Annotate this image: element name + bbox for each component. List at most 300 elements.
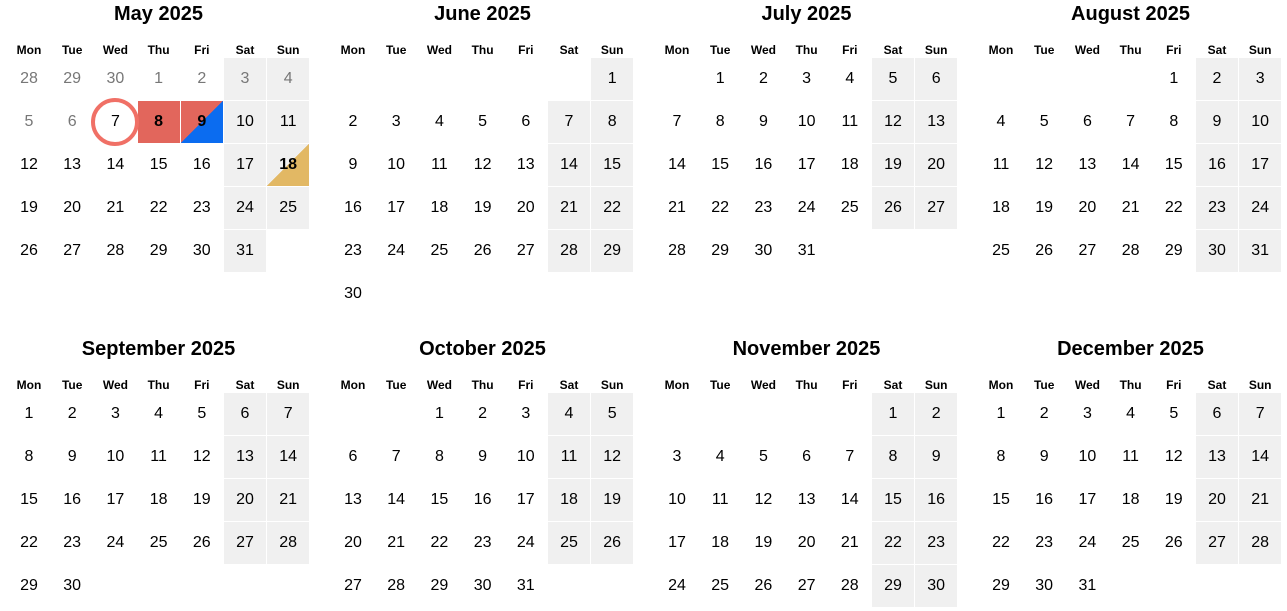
day-cell[interactable] — [332, 144, 374, 186]
day-number: 15 — [1164, 156, 1183, 173]
day-cell[interactable] — [591, 479, 633, 521]
day-cell[interactable] — [1239, 144, 1281, 186]
day-number: 13 — [1208, 448, 1226, 465]
day-cell[interactable] — [980, 101, 1022, 143]
day-cell[interactable] — [1196, 522, 1238, 564]
day-cell[interactable] — [742, 187, 784, 229]
day-cell[interactable] — [1110, 101, 1152, 143]
day-number: 30 — [192, 242, 211, 259]
day-cell[interactable] — [980, 393, 1022, 435]
day-cell[interactable] — [1196, 436, 1238, 478]
day-cell[interactable] — [94, 58, 136, 100]
day-cell[interactable] — [418, 101, 460, 143]
day-cell[interactable] — [980, 479, 1022, 521]
day-number: 6 — [1212, 405, 1222, 422]
day-cell[interactable] — [980, 144, 1022, 186]
day-cell[interactable] — [548, 393, 590, 435]
day-cell[interactable] — [1110, 393, 1152, 435]
day-cell[interactable] — [138, 436, 180, 478]
day-cell[interactable] — [8, 479, 50, 521]
day-cell[interactable] — [1153, 436, 1195, 478]
day-number: 8 — [715, 113, 725, 130]
day-cell[interactable] — [742, 479, 784, 521]
day-number: 29 — [430, 577, 449, 594]
day-cell[interactable] — [505, 522, 547, 564]
day-cell[interactable] — [94, 436, 136, 478]
day-cell[interactable] — [375, 101, 417, 143]
day-cell[interactable] — [786, 230, 828, 272]
day-cell[interactable] — [224, 187, 266, 229]
day-cell[interactable] — [138, 187, 180, 229]
day-cell[interactable] — [656, 565, 698, 607]
day-number: 29 — [711, 242, 730, 259]
day-cell[interactable] — [915, 436, 957, 478]
day-cell[interactable] — [1023, 144, 1065, 186]
day-cell[interactable] — [591, 58, 633, 100]
day-cell[interactable] — [915, 522, 957, 564]
day-number: 11 — [992, 156, 1010, 173]
day-cell[interactable] — [786, 479, 828, 521]
day-cell[interactable] — [591, 522, 633, 564]
day-cell[interactable] — [1239, 101, 1281, 143]
day-number: 23 — [344, 242, 362, 259]
day-cell[interactable] — [332, 565, 374, 607]
day-cell[interactable] — [872, 101, 914, 143]
day-cell[interactable] — [8, 58, 50, 100]
day-cell[interactable] — [915, 144, 957, 186]
day-cell[interactable] — [591, 436, 633, 478]
day-cell-event[interactable] — [138, 101, 180, 143]
weekday-header: Fri — [1166, 378, 1182, 392]
day-cell[interactable] — [699, 58, 741, 100]
day-number: 17 — [387, 199, 406, 216]
day-number: 22 — [1164, 199, 1183, 216]
day-cell[interactable] — [418, 187, 460, 229]
day-cell[interactable] — [138, 522, 180, 564]
day-cell[interactable] — [1239, 393, 1281, 435]
day-cell[interactable] — [51, 58, 93, 100]
day-cell[interactable] — [418, 230, 460, 272]
day-cell[interactable] — [224, 393, 266, 435]
day-cell[interactable] — [699, 436, 741, 478]
day-cell[interactable] — [872, 565, 914, 607]
day-number: 18 — [560, 491, 578, 508]
day-cell[interactable] — [462, 393, 504, 435]
day-cell[interactable] — [332, 230, 374, 272]
day-cell[interactable] — [1239, 230, 1281, 272]
day-cell[interactable] — [1066, 565, 1108, 607]
day-cell[interactable] — [181, 58, 223, 100]
month-title: August 2025 — [1071, 3, 1190, 25]
day-cell[interactable] — [267, 479, 309, 521]
day-cell[interactable] — [1239, 436, 1281, 478]
day-cell[interactable] — [332, 522, 374, 564]
day-cell[interactable] — [1066, 144, 1108, 186]
day-cell[interactable] — [1196, 58, 1238, 100]
day-cell[interactable] — [181, 393, 223, 435]
day-cell[interactable] — [8, 393, 50, 435]
day-cell[interactable] — [1023, 565, 1065, 607]
day-cell[interactable] — [656, 522, 698, 564]
day-cell[interactable] — [51, 230, 93, 272]
day-cell[interactable] — [915, 101, 957, 143]
day-cell[interactable] — [181, 522, 223, 564]
day-cell[interactable] — [548, 144, 590, 186]
day-cell[interactable] — [786, 58, 828, 100]
weekday-header: Thu — [147, 378, 170, 392]
day-cell[interactable] — [181, 187, 223, 229]
day-cell[interactable] — [548, 436, 590, 478]
day-cell[interactable] — [375, 144, 417, 186]
day-cell[interactable] — [1066, 479, 1108, 521]
day-cell-event[interactable] — [267, 144, 309, 186]
day-number: 10 — [236, 113, 254, 130]
day-cell[interactable] — [332, 273, 374, 315]
day-cell[interactable] — [267, 58, 309, 100]
day-cell[interactable] — [181, 144, 223, 186]
day-number: 19 — [473, 199, 492, 216]
day-cell[interactable] — [418, 479, 460, 521]
day-cell[interactable] — [548, 187, 590, 229]
day-cell[interactable] — [656, 436, 698, 478]
day-number: 10 — [106, 448, 125, 465]
day-cell[interactable] — [699, 479, 741, 521]
day-cell[interactable] — [1196, 101, 1238, 143]
day-cell[interactable] — [94, 144, 136, 186]
month-august — [980, 0, 1281, 276]
day-cell[interactable] — [742, 144, 784, 186]
day-cell[interactable] — [829, 187, 871, 229]
day-number: 29 — [884, 577, 902, 594]
weekday-header: Fri — [1166, 43, 1182, 57]
day-cell[interactable] — [591, 187, 633, 229]
day-number: 4 — [154, 405, 164, 422]
day-cell[interactable] — [138, 230, 180, 272]
day-cell[interactable] — [1066, 230, 1108, 272]
day-cell[interactable] — [224, 479, 266, 521]
day-cell[interactable] — [1066, 436, 1108, 478]
day-cell[interactable] — [829, 101, 871, 143]
day-cell[interactable] — [505, 230, 547, 272]
day-cell[interactable] — [829, 58, 871, 100]
day-number: 1 — [434, 405, 444, 422]
day-number: 14 — [279, 448, 298, 465]
day-cell[interactable] — [1110, 522, 1152, 564]
day-cell[interactable] — [742, 522, 784, 564]
day-cell[interactable] — [138, 479, 180, 521]
day-cell[interactable] — [548, 101, 590, 143]
day-cell[interactable] — [915, 393, 957, 435]
day-number: 9 — [1212, 113, 1222, 130]
day-cell[interactable] — [462, 230, 504, 272]
day-cell[interactable] — [786, 436, 828, 478]
day-cell[interactable] — [224, 101, 266, 143]
day-cell[interactable] — [656, 101, 698, 143]
day-cell[interactable] — [505, 393, 547, 435]
day-cell[interactable] — [8, 144, 50, 186]
day-cell[interactable] — [980, 230, 1022, 272]
day-cell[interactable] — [872, 144, 914, 186]
day-cell[interactable] — [742, 565, 784, 607]
day-cell[interactable] — [462, 436, 504, 478]
day-number: 12 — [192, 448, 211, 465]
weekday-header: Wed — [1074, 378, 1100, 392]
day-cell[interactable] — [915, 479, 957, 521]
day-cell[interactable] — [267, 101, 309, 143]
day-cell[interactable] — [829, 436, 871, 478]
day-cell[interactable] — [8, 101, 50, 143]
day-cell[interactable] — [872, 436, 914, 478]
day-cell[interactable] — [8, 565, 50, 607]
day-cell[interactable] — [699, 522, 741, 564]
day-cell[interactable] — [591, 393, 633, 435]
day-cell[interactable] — [418, 522, 460, 564]
weekday-header: Thu — [471, 43, 494, 57]
day-cell[interactable] — [829, 144, 871, 186]
day-cell[interactable] — [267, 436, 309, 478]
day-cell[interactable] — [591, 230, 633, 272]
day-cell[interactable] — [505, 187, 547, 229]
day-number: 11 — [279, 113, 297, 130]
day-cell[interactable] — [1023, 187, 1065, 229]
day-cell[interactable] — [1110, 436, 1152, 478]
day-cell[interactable] — [1153, 58, 1195, 100]
day-cell[interactable] — [1196, 479, 1238, 521]
day-cell[interactable] — [8, 522, 50, 564]
day-cell[interactable] — [872, 522, 914, 564]
day-cell[interactable] — [699, 187, 741, 229]
day-cell[interactable] — [8, 187, 50, 229]
day-cell[interactable] — [1066, 101, 1108, 143]
day-cell[interactable] — [786, 522, 828, 564]
day-cell[interactable] — [138, 393, 180, 435]
day-cell[interactable] — [1239, 479, 1281, 521]
day-cell[interactable] — [980, 565, 1022, 607]
weekday-header: Sat — [883, 43, 903, 57]
day-cell[interactable] — [224, 58, 266, 100]
day-cell[interactable] — [1023, 101, 1065, 143]
day-cell[interactable] — [181, 436, 223, 478]
day-cell[interactable] — [1153, 187, 1195, 229]
day-cell[interactable] — [138, 58, 180, 100]
day-cell[interactable] — [1110, 230, 1152, 272]
day-cell[interactable] — [94, 230, 136, 272]
day-cell[interactable] — [1196, 230, 1238, 272]
day-cell[interactable] — [418, 565, 460, 607]
day-cell[interactable] — [8, 230, 50, 272]
day-number: 28 — [387, 577, 406, 594]
day-cell[interactable] — [1153, 101, 1195, 143]
day-cell[interactable] — [181, 479, 223, 521]
day-cell[interactable] — [786, 565, 828, 607]
day-cell[interactable] — [375, 565, 417, 607]
day-number: 3 — [1255, 70, 1265, 87]
day-cell[interactable] — [51, 436, 93, 478]
day-cell[interactable] — [267, 187, 309, 229]
day-cell[interactable] — [462, 479, 504, 521]
day-cell[interactable] — [1239, 58, 1281, 100]
day-cell[interactable] — [1023, 393, 1065, 435]
day-cell[interactable] — [375, 479, 417, 521]
day-cell[interactable] — [1023, 436, 1065, 478]
day-cell[interactable] — [915, 187, 957, 229]
day-number: 25 — [711, 577, 730, 594]
day-cell[interactable] — [505, 479, 547, 521]
day-cell[interactable] — [591, 144, 633, 186]
day-cell[interactable] — [548, 479, 590, 521]
day-cell[interactable] — [786, 187, 828, 229]
day-cell[interactable] — [786, 101, 828, 143]
day-cell-event[interactable] — [181, 101, 223, 143]
day-number: 1 — [996, 405, 1006, 422]
day-cell[interactable] — [51, 101, 93, 143]
day-cell[interactable] — [1153, 479, 1195, 521]
day-number: 24 — [1078, 534, 1097, 551]
day-cell[interactable] — [548, 522, 590, 564]
day-cell[interactable] — [699, 101, 741, 143]
day-cell[interactable] — [1196, 144, 1238, 186]
day-cell[interactable] — [699, 230, 741, 272]
day-cell[interactable] — [375, 187, 417, 229]
day-cell[interactable] — [94, 393, 136, 435]
day-number: 27 — [927, 199, 946, 216]
day-cell[interactable] — [699, 144, 741, 186]
day-cell[interactable] — [1239, 522, 1281, 564]
day-cell[interactable] — [505, 565, 547, 607]
day-cell[interactable] — [872, 58, 914, 100]
day-cell[interactable] — [656, 479, 698, 521]
day-cell[interactable] — [51, 393, 93, 435]
day-number: 27 — [236, 534, 254, 551]
day-cell[interactable] — [375, 522, 417, 564]
day-cell[interactable] — [462, 187, 504, 229]
day-cell[interactable] — [94, 187, 136, 229]
day-cell[interactable] — [505, 144, 547, 186]
day-cell[interactable] — [915, 58, 957, 100]
day-cell[interactable] — [224, 436, 266, 478]
day-cell[interactable] — [418, 436, 460, 478]
day-number: 29 — [20, 577, 38, 594]
day-cell[interactable] — [548, 230, 590, 272]
day-cell[interactable] — [1023, 522, 1065, 564]
day-cell[interactable] — [138, 144, 180, 186]
day-cell[interactable] — [656, 187, 698, 229]
day-cell[interactable] — [1066, 522, 1108, 564]
day-cell[interactable] — [742, 436, 784, 478]
day-number: 3 — [240, 70, 250, 87]
day-cell[interactable] — [1153, 393, 1195, 435]
day-cell[interactable] — [332, 479, 374, 521]
day-cell[interactable] — [1239, 187, 1281, 229]
day-cell[interactable] — [742, 101, 784, 143]
day-number: 2 — [1212, 70, 1222, 87]
day-cell[interactable] — [656, 230, 698, 272]
day-number: 4 — [564, 405, 574, 422]
day-cell[interactable] — [872, 187, 914, 229]
day-cell[interactable] — [224, 522, 266, 564]
day-cell[interactable] — [267, 393, 309, 435]
day-cell[interactable] — [872, 479, 914, 521]
day-cell[interactable] — [462, 565, 504, 607]
day-number: 13 — [236, 448, 254, 465]
day-cell[interactable] — [656, 144, 698, 186]
day-cell[interactable] — [591, 101, 633, 143]
day-cell[interactable] — [332, 187, 374, 229]
day-cell[interactable] — [51, 144, 93, 186]
day-cell[interactable] — [8, 436, 50, 478]
day-cell[interactable] — [980, 522, 1022, 564]
day-cell[interactable] — [1153, 144, 1195, 186]
day-cell[interactable] — [94, 522, 136, 564]
day-cell[interactable] — [1153, 522, 1195, 564]
day-cell[interactable] — [1110, 187, 1152, 229]
day-cell[interactable] — [915, 565, 957, 607]
day-cell[interactable] — [786, 144, 828, 186]
day-number: 7 — [283, 405, 293, 422]
day-cell[interactable] — [462, 101, 504, 143]
day-cell[interactable] — [418, 144, 460, 186]
day-cell[interactable] — [267, 522, 309, 564]
day-cell[interactable] — [375, 230, 417, 272]
day-cell[interactable] — [332, 101, 374, 143]
day-cell[interactable] — [829, 565, 871, 607]
day-number: 22 — [992, 534, 1010, 551]
day-cell[interactable] — [224, 230, 266, 272]
day-cell[interactable] — [1110, 479, 1152, 521]
day-cell[interactable] — [1196, 187, 1238, 229]
day-cell[interactable] — [51, 522, 93, 564]
day-cell[interactable] — [505, 436, 547, 478]
day-cell[interactable] — [742, 230, 784, 272]
day-cell[interactable] — [462, 522, 504, 564]
day-cell[interactable] — [1066, 187, 1108, 229]
day-cell[interactable] — [224, 144, 266, 186]
weekday-header: Sat — [559, 43, 579, 57]
day-number: 18 — [711, 534, 730, 551]
day-cell[interactable] — [699, 565, 741, 607]
day-cell[interactable] — [1153, 230, 1195, 272]
day-cell[interactable] — [418, 393, 460, 435]
day-cell[interactable] — [94, 479, 136, 521]
day-cell[interactable] — [1066, 393, 1108, 435]
day-cell-today[interactable] — [94, 101, 136, 143]
day-cell[interactable] — [51, 187, 93, 229]
day-cell[interactable] — [980, 436, 1022, 478]
day-cell[interactable] — [1110, 144, 1152, 186]
day-cell[interactable] — [1196, 393, 1238, 435]
day-cell[interactable] — [51, 565, 93, 607]
day-number: 25 — [560, 534, 578, 551]
day-number: 9 — [67, 448, 77, 465]
day-cell[interactable] — [181, 230, 223, 272]
day-cell[interactable] — [742, 58, 784, 100]
weekday-header: Tue — [385, 43, 407, 57]
day-cell[interactable] — [1023, 230, 1065, 272]
day-cell[interactable] — [462, 144, 504, 186]
day-cell[interactable] — [375, 436, 417, 478]
day-number: 5 — [197, 405, 207, 422]
day-number: 2 — [1039, 405, 1049, 422]
day-cell[interactable] — [829, 522, 871, 564]
day-cell[interactable] — [332, 436, 374, 478]
day-cell[interactable] — [505, 101, 547, 143]
day-cell[interactable] — [1023, 479, 1065, 521]
day-cell[interactable] — [829, 479, 871, 521]
day-cell[interactable] — [980, 187, 1022, 229]
day-cell[interactable] — [872, 393, 914, 435]
day-number: 13 — [516, 156, 535, 173]
day-cell[interactable] — [51, 479, 93, 521]
